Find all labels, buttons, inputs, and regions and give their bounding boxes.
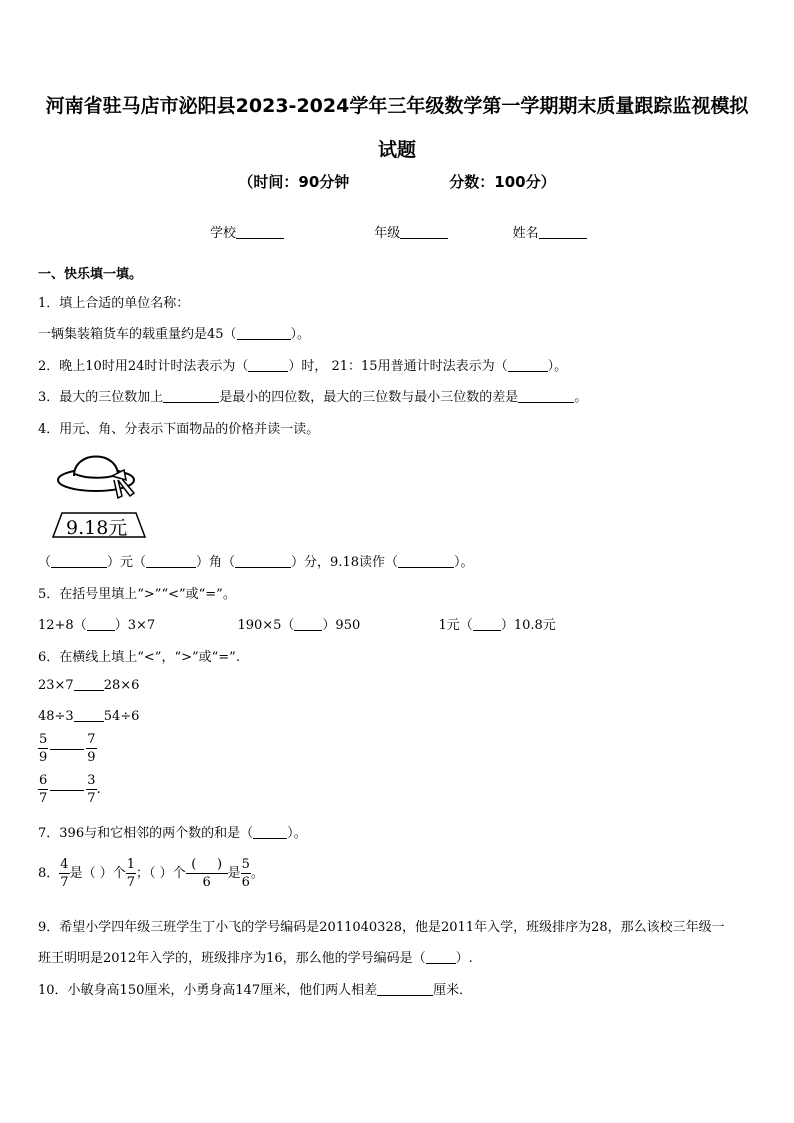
school-blank[interactable]	[236, 224, 284, 239]
answer-blank[interactable]	[473, 617, 501, 631]
q9-line1: 9．希望小学四年级三班学生丁小飞的学号编码是2011040328，他是2011年入学，班级排序为28，那么该校三年级一	[38, 920, 725, 935]
q2-text: 2．晚上10时用24时计时法表示为（ ）时， 21：15用普通计时法表示为（ ）。	[38, 359, 568, 374]
q6-frac-row2: $\frac{6}{7}$ $\frac{3}{7}$ .	[39, 773, 101, 806]
fraction: $\frac{7}{9}$	[87, 732, 96, 765]
q1-sentence: 一辆集装箱货车的载重量约是45（ ）。	[38, 327, 311, 342]
answer-blank[interactable]	[235, 554, 291, 568]
q6-frac-row1	[38, 731, 97, 766]
fraction: $\frac{( )}{6}$	[186, 856, 228, 891]
name-blank[interactable]	[539, 224, 587, 239]
hat-icon	[52, 446, 142, 508]
answer-blank[interactable]	[253, 825, 287, 839]
answer-blank[interactable]	[74, 677, 104, 691]
answer-blank[interactable]	[51, 554, 107, 568]
q9-line2: 班王明明是2012年入学的，班级排序为16，那么他的学号编码是（ ）.	[38, 951, 473, 966]
answer-blank[interactable]	[237, 326, 291, 340]
price-label: 9.18元	[66, 517, 128, 539]
answer-blank[interactable]	[50, 748, 84, 750]
answer-blank[interactable]	[518, 389, 574, 403]
grade-blank[interactable]	[400, 224, 448, 239]
answer-blank[interactable]	[74, 708, 104, 722]
q6-expr2: 48÷3 54÷6	[38, 709, 140, 724]
q7-text: 7．396与和它相邻的两个数的和是（ ）。	[38, 826, 307, 841]
q1-text: 1．填上合适的单位名称：	[38, 296, 190, 311]
school-label: 学校	[210, 226, 237, 241]
q5-text: 5．在括号里填上“>”“<”或“=”。	[38, 587, 236, 602]
fraction: $\frac{1}{7}$	[126, 857, 135, 890]
answer-blank[interactable]	[248, 358, 288, 372]
q5-exprs: 12+8（ ）3×7 190×5（ ）950 1元（ ）10.8元	[38, 618, 556, 633]
fraction: $\frac{4}{7}$	[60, 857, 69, 890]
exam-time: （时间：90分钟	[238, 173, 350, 191]
page-title: 河南省驻马店市泌阳县2023-2024学年三年级数学第一学期期末质量跟踪监视模拟试题	[45, 95, 749, 161]
price-tag	[52, 512, 146, 538]
q8-text: 8． $\frac{4}{7}$ 是（ ）个 $\frac{1}{7}$ ；（ ）个 $\frac{( )}{6}$ 是 $\frac{5}{6}$ 。	[38, 857, 264, 890]
answer-blank[interactable]	[508, 358, 548, 372]
exam-score: 分数：100分）	[449, 173, 556, 191]
q6-text: 6．在横线上填上“<”，“>”或“=”.	[38, 650, 240, 665]
fraction: $\frac{5}{9}$	[39, 732, 48, 765]
fraction: $\frac{5}{6}$	[241, 857, 250, 890]
answer-blank[interactable]	[163, 389, 219, 403]
grade-label: 年级	[374, 226, 401, 241]
exam-info	[0, 171, 794, 192]
answer-blank[interactable]	[87, 617, 115, 631]
name-label: 姓名	[512, 226, 539, 241]
answer-blank[interactable]	[294, 617, 322, 631]
answer-blank[interactable]: ( )	[186, 856, 228, 874]
q10-text: 10．小敏身高150厘米，小勇身高147厘米，他们两人相差 厘米．	[38, 983, 473, 998]
q6-expr1: 23×7 28×6	[38, 678, 140, 693]
section-heading: 一、快乐填一填。	[38, 267, 143, 282]
answer-blank[interactable]	[426, 950, 456, 964]
q4-answers: （ ）元（ ）角（ ）分，9.18读作（ ）。	[38, 555, 474, 570]
answer-blank[interactable]	[377, 982, 433, 996]
student-fields	[210, 222, 587, 241]
fraction: $\frac{6}{7}$	[39, 773, 48, 806]
answer-blank[interactable]	[398, 554, 454, 568]
q4-text: 4．用元、角、分表示下面物品的价格并读一读。	[38, 422, 320, 437]
fraction: $\frac{3}{7}$	[87, 773, 96, 806]
answer-blank[interactable]	[146, 554, 196, 568]
answer-blank[interactable]	[50, 789, 84, 791]
q3-text: 3．最大的三位数加上 是最小的四位数，最大的三位数与最小三位数的差是 。	[38, 390, 588, 405]
